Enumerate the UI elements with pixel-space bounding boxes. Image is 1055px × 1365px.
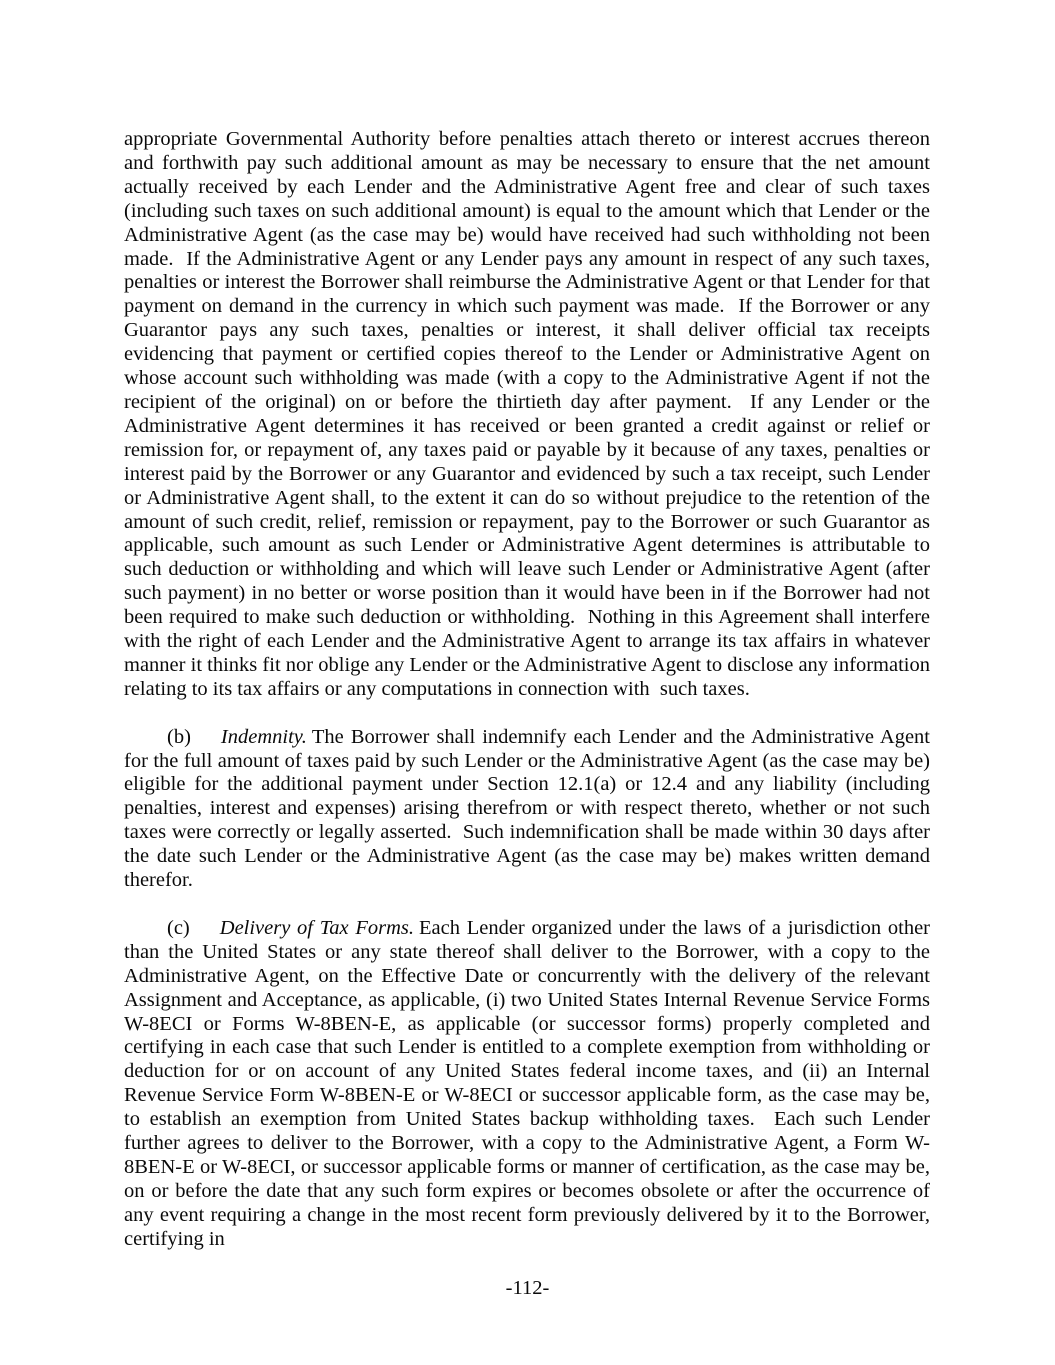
paragraph-heading: Delivery of Tax Forms. [219, 916, 414, 939]
page-number: -112- [505, 1277, 550, 1299]
paragraph-text: Each Lender organized under the laws of a jurisdiction other than the United States or any state thereof shall deliver to the Borrower, with a copy to the Administrative Agent, on the Effective Date or concurrently with the delivery of the relevant Assignment and Acceptance, as applicable, (i) two United States Internal Revenue Service Forms W-8ECI or Forms W-8BEN-E, as applicable (or successor forms) properly completed and certifying in each case that such Lender is entitled to a complete exemption from withholding or deduction for or on account of any United States federal income taxes, and (ii) an Internal Revenue Service Form W-8BEN-E or W-8ECI or successor applicable form, as the case may be, to establish an exemption from United States backup withholding taxes. Each such Lender further agrees to deliver to the Borrower, with a copy to the Administrative Agent, a Form W-8BEN-E or W-8ECI, or successor applicable forms or manner of certification, as the case may be, on or before the date that any such form expires or becomes obsolete or after the occurrence of any event requiring a change in the most recent form previously delivered by it to the Borrower, certifying in [124, 916, 930, 1250]
paragraph-heading: Indemnity. [220, 725, 307, 748]
paragraph-text: appropriate Governmental Authority before penalties attach thereto or interest accrues thereon and forthwith pay such additional amount as may be necessary to ensure that the net amount actually received by each Lender and the Administrative Agent free and clear of such taxes (including such taxes on such additional amount) is equal to the amount which that Lender or the Administrative Agent (as the case may be) would have received had such withholding not been made. If the Administrative Agent or any Lender pays any amount in respect of any such taxes, penalties or interest the Borrower shall reimburse the Administrative Agent or that Lender for that payment on demand in the currency in which such payment was made. If the Borrower or any Guarantor pays any such taxes, penalties or interest, it shall deliver official tax receipts evidencing that payment or certified copies thereof to the Lender or Administrative Agent on whose account such withholding was made (with a copy to the Administrative Agent if not the recipient of the original) on or before the thirtieth day after payment. If any Lender or the Administrative Agent determines it has received or been granted a credit against or relief or remission for, or repayment of, any taxes paid or payable by it because of any taxes, penalties or interest paid by the Borrower or any Guarantor and evidenced by such a tax receipt, such Lender or Administrative Agent shall, to the extent it can do so without prejudice to the retention of the amount of such credit, relief, remission or repayment, pay to the Borrower or such Guarantor as applicable, such amount as such Lender or Administrative Agent determines is attributable to such deduction or withholding and which will leave such Lender or Administrative Agent (after such payment) in no better or worse position than it would have been in if the Borrower had not been required to make such deduction or withholding. Nothing in this Agreement shall interfere with the right of each Lender and the Administrative Agent to arrange its tax affairs in whatever manner it thinks fit nor oblige any Lender or the Administrative Agent to disclose any information relating to its tax affairs or any computations in connection with such taxes. [124, 128, 930, 700]
document-body [124, 128, 930, 1252]
paragraph-continuation [124, 128, 930, 702]
paragraph-b-indemnity [124, 726, 930, 893]
paragraph-label: (b) [167, 725, 191, 748]
paragraph-c-delivery-of-tax-forms [124, 917, 930, 1252]
paragraph-text: The Borrower shall indemnify each Lender and the Administrative Agent for the full amount of taxes paid by such Lender or the Administrative Agent (as the case may be) eligible for the additional payment under Section 12.1(a) or 12.4 and any liability (including penalties, interest and expenses) arising therefrom or with respect thereto, whether or not such taxes were correctly or legally asserted. Such indemnification shall be made within 30 days after the date such Lender or the Administrative Agent (as the case may be) makes written demand therefor. [124, 725, 930, 892]
paragraph-label: (c) [167, 916, 190, 939]
